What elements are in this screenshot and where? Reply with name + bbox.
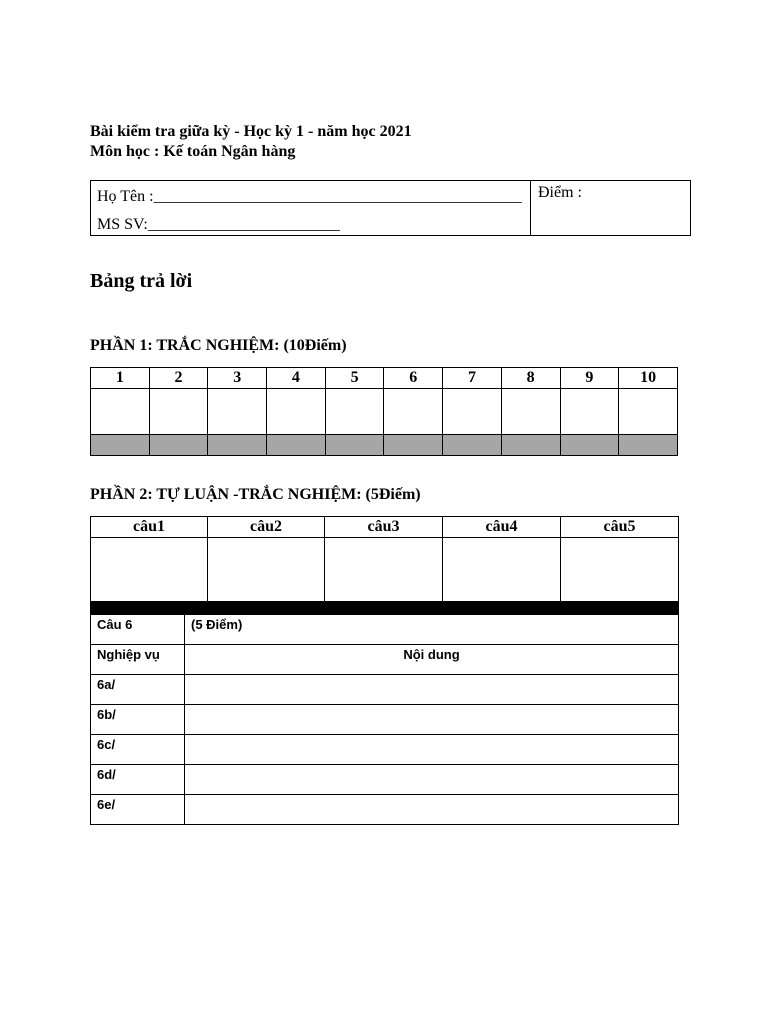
- content-cell-6e[interactable]: [185, 795, 679, 825]
- part1-shaded-cell: [619, 435, 678, 456]
- part2-col-1: câu1: [91, 517, 208, 538]
- name-blank-line: ______________________________________________: [153, 188, 522, 205]
- part1-answer-row: [91, 389, 678, 435]
- black-separator: [91, 602, 679, 615]
- part1-answer-cell[interactable]: [443, 389, 502, 435]
- part1-shaded-cell: [384, 435, 443, 456]
- part2-col-3: câu3: [325, 517, 443, 538]
- score-field[interactable]: [531, 181, 690, 235]
- part1-shaded-cell: [325, 435, 384, 456]
- content-header: Nội dung: [185, 645, 679, 675]
- part2-header-row: [91, 517, 679, 538]
- part1-col-1: 1: [91, 368, 150, 389]
- subject-title: Môn học : Kế toán Ngân hàng: [90, 143, 296, 160]
- part1-title: PHẦN 1: TRẮC NGHIỆM: (10Điếm): [90, 337, 347, 354]
- part1-col-10: 10: [619, 368, 678, 389]
- part1-col-6: 6: [384, 368, 443, 389]
- student-id-blank-line: ________________________: [147, 216, 340, 233]
- part2-col-2: câu2: [208, 517, 325, 538]
- part1-answer-cell[interactable]: [560, 389, 619, 435]
- question6-row: [91, 615, 679, 645]
- student-info-box: [90, 180, 691, 236]
- content-cell-6b[interactable]: [185, 705, 679, 735]
- part2-answer-cell[interactable]: [208, 538, 325, 602]
- content-cell-6a[interactable]: [185, 675, 679, 705]
- part1-header-row: [91, 368, 678, 389]
- content-cell-6d[interactable]: [185, 765, 679, 795]
- part2-col-5: câu5: [561, 517, 679, 538]
- part2-answer-row: [91, 538, 679, 602]
- score-label: Điểm :: [538, 184, 582, 201]
- row-label-6c: 6c/: [91, 735, 185, 765]
- part1-answer-cell[interactable]: [501, 389, 560, 435]
- part1-shaded-cell: [443, 435, 502, 456]
- part2-answer-cell[interactable]: [561, 538, 679, 602]
- exam-title: Bài kiểm tra giữa kỳ - Học kỳ 1 - năm học 2021: [90, 123, 412, 140]
- part2-answer-cell[interactable]: [443, 538, 561, 602]
- part2-answer-cell[interactable]: [91, 538, 208, 602]
- question6-header-row: [91, 645, 679, 675]
- part1-col-2: 2: [149, 368, 208, 389]
- part2-title: PHẦN 2: TỰ LUẬN -TRẮC NGHIỆM: (5Điếm): [90, 486, 421, 503]
- part2-col-4: câu4: [443, 517, 561, 538]
- part2-answer-cell[interactable]: [325, 538, 443, 602]
- row-label-6e: 6e/: [91, 795, 185, 825]
- part1-answer-cell[interactable]: [149, 389, 208, 435]
- part1-answer-cell[interactable]: [619, 389, 678, 435]
- black-separator-row: [91, 602, 679, 615]
- name-label: Họ Tên :: [97, 188, 154, 205]
- question6-row-6b: [91, 705, 679, 735]
- part1-answer-cell[interactable]: [384, 389, 443, 435]
- question6-points: (5 Điểm): [185, 615, 679, 645]
- student-id-field[interactable]: [97, 211, 530, 235]
- content-cell-6c[interactable]: [185, 735, 679, 765]
- row-label-6b: 6b/: [91, 705, 185, 735]
- part2-answer-table: [90, 516, 679, 825]
- part1-col-9: 9: [560, 368, 619, 389]
- question6-row-6a: [91, 675, 679, 705]
- part1-shaded-cell: [149, 435, 208, 456]
- part1-shaded-cell: [91, 435, 150, 456]
- question6-label: Câu 6: [91, 615, 185, 645]
- part1-answer-cell[interactable]: [325, 389, 384, 435]
- part1-col-5: 5: [325, 368, 384, 389]
- part1-col-8: 8: [501, 368, 560, 389]
- part1-shaded-cell: [208, 435, 267, 456]
- part1-answer-table: [90, 367, 678, 456]
- part1-col-7: 7: [443, 368, 502, 389]
- part1-col-3: 3: [208, 368, 267, 389]
- row-label-6d: 6d/: [91, 765, 185, 795]
- document-header: [90, 122, 412, 162]
- student-id-label: MS SV:: [97, 216, 148, 233]
- question6-row-6e: [91, 795, 679, 825]
- part1-shaded-cell: [560, 435, 619, 456]
- question6-row-6d: [91, 765, 679, 795]
- answer-sheet-title: Bảng trả lời: [90, 270, 193, 292]
- part1-answer-cell[interactable]: [267, 389, 326, 435]
- part1-col-4: 4: [267, 368, 326, 389]
- question6-row-6c: [91, 735, 679, 765]
- part1-answer-cell[interactable]: [208, 389, 267, 435]
- part1-answer-cell[interactable]: [91, 389, 150, 435]
- row-label-6a: 6a/: [91, 675, 185, 705]
- part1-shaded-cell: [267, 435, 326, 456]
- part1-shaded-row: [91, 435, 678, 456]
- part1-shaded-cell: [501, 435, 560, 456]
- student-info-fields: [91, 181, 531, 235]
- name-field[interactable]: [97, 183, 530, 211]
- operation-header: Nghiệp vụ: [91, 645, 185, 675]
